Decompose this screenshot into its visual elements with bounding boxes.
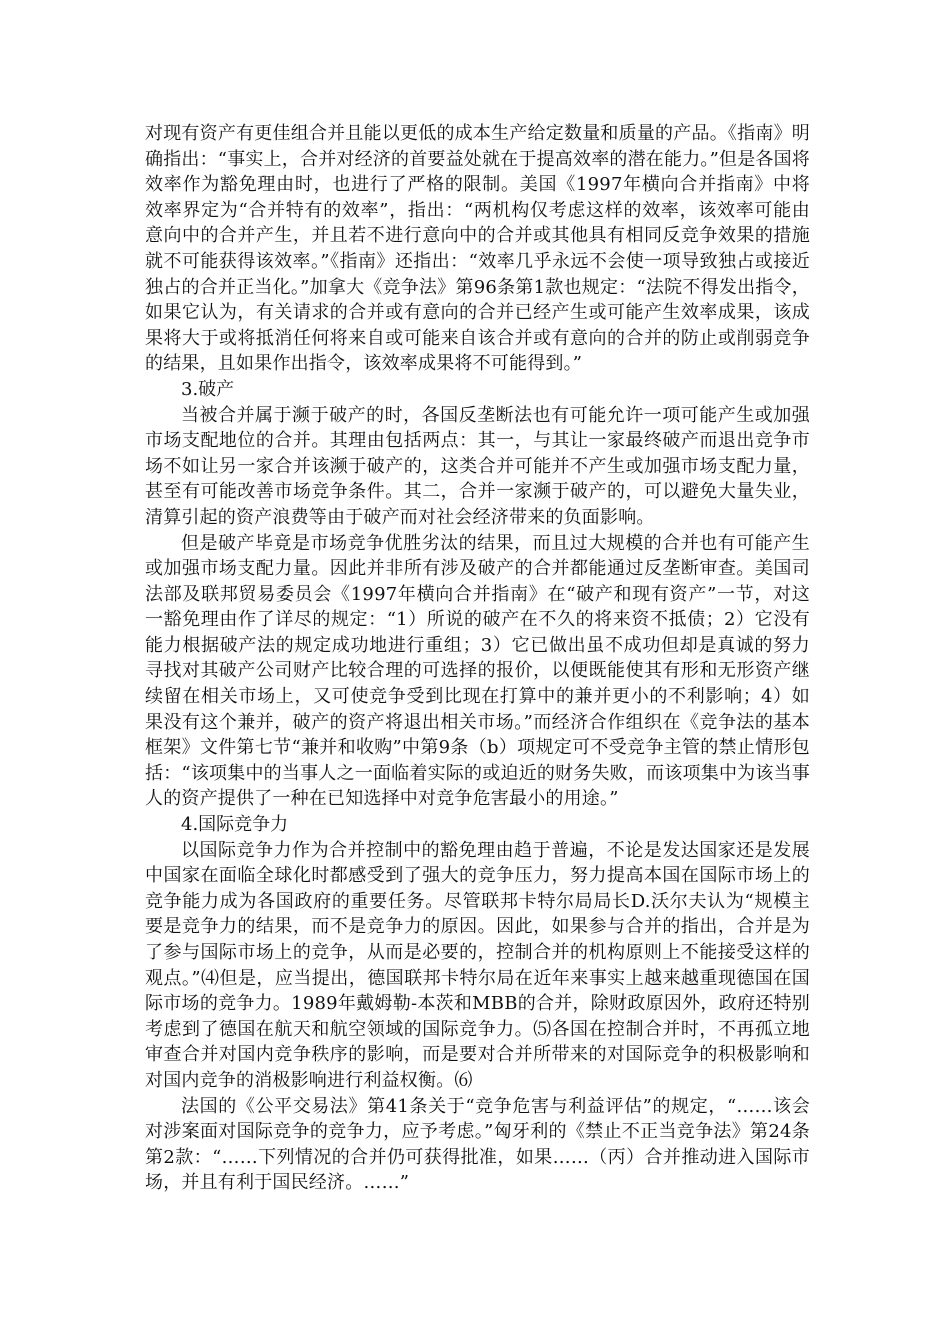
paragraph-efficiency-continued: 对现有资产有更佳组合并且能以更低的成本生产给定数量和质量的产品。《指南》明确指出：“事实上，合并对经济的首要益处就在于提高效率的潜在能力。”但是各国将效率作为豁免理由时，也进行了严格的限制。美国《1997年横向合并指南》中将效率界定为“合并特有的效率”，指出：“两机构仅考虑这样的效率，该效率可能由意向中的合并产生，并且若不进行意向中的合并或其他具有相同反竞争效果的措施就不可能获得该效率。”《指南》还指出：“效率几乎永远不会使一项导致独占或接近独占的合并正当化。”加拿大《竞争法》第96条第1款也规定：“法院不得发出指令，如果它认为，有关请求的合并或有意向的合并已经产生或可能产生效率成果，该成果将大于或将抵消任何将来自或可能来自该合并或有意向的合并的防止或削弱竞争的结果，且如果作出指令，该效率成果将不可能得到。” <box>145 123 811 375</box>
paragraph-bankruptcy-rules: 但是破产毕竟是市场竞争优胜劣汰的结果，而且过大规模的合并也有可能产生或加强市场支配力量。因此并非所有涉及破产的合并都能通过反垄断审查。美国司法部及联邦贸易委员会《1997年横向合并指南》在“破产和现有资产”一节，对这一豁免理由作了详尽的规定：“1）所说的破产在不久的将来资不抵债；2）它没有能力根据破产法的规定成功地进行重组；3）它已做出虽不成功但却是真诚的努力寻找对其破产公司财产比较合理的可选择的报价，以便既能使其有形和无形资产继续留在相关市场上，又可使竞争受到比现在打算中的兼并更小的不利影响；4）如果没有这个兼并，破产的资产将退出相关市场。”而经济合作组织在《竞争法的基本框架》文件第七节“兼并和收购”中第9条（b）项规定可不受竞争主管的禁止情形包括：“该项集中的当事人之一面临着实际的或迫近的财务失败，而该项集中为该当事人的资产提供了一种在已知选择中对竞争危害最小的用途。” <box>145 532 810 810</box>
paragraph-international-competitiveness: 以国际竞争力作为合并控制中的豁免理由趋于普遍，不论是发达国家还是发展中国家在面临全球化时都感受到了强大的竞争压力，努力提高本国在国际市场上的竞争能力成为各国政府的重要任务。尽管联邦卡特尔局局长D.沃尔夫认为“规模主要是竞争力的结果，而不是竞争力的原因。因此，如果参与合并的指出，合并是为了参与国际市场上的竞争，从而是必要的，控制合并的机构原则上不能接受这样的观点。”⑷但是，应当提出，德国联邦卡特尔局在近年来事实上越来越重现德国在国际市场的竞争力。1989年戴姆勒-本茨和MBB的合并，除财政原因外，政府还特别考虑到了德国在航天和航空领域的国际竞争力。⑸各国在控制合并时，不再孤立地审查合并对国内竞争秩序的影响，而是要对合并所带来的对国际竞争的积极影响和对国内竞争的消极影响进行利益权衡。⑹ <box>145 839 810 1091</box>
paragraph-bankruptcy-reasons: 当被合并属于濒于破产的时，各国反垄断法也有可能允许一项可能产生或加强市场支配地位的合并。其理由包括两点：其一，与其让一家最终破产而退出竞争市场不如让另一家合并该濒于破产的，这类合并可能并不产生或加强市场支配力量，甚至有可能改善市场竞争条件。其二，合并一家濒于破产的，可以避免大量失业，清算引起的资产浪费等由于破产而对社会经济带来的负面影响。 <box>145 404 810 528</box>
paragraph-france-hungary-law: 法国的《公平交易法》第41条关于“竞争危害与利益评估”的规定，“……该会对涉案面对国际竞争的竞争力，应予考虑。”匈牙利的《禁止不正当竞争法》第24条第2款：“……下列情况的合并仍可获得批准，如果……（丙）合并推动进入国际市场，并且有利于国民经济。……” <box>145 1095 810 1194</box>
section-heading-bankruptcy: 3.破产 <box>181 378 235 400</box>
document-page <box>145 121 810 1196</box>
section-heading-international-competitiveness: 4.国际竞争力 <box>181 814 289 836</box>
